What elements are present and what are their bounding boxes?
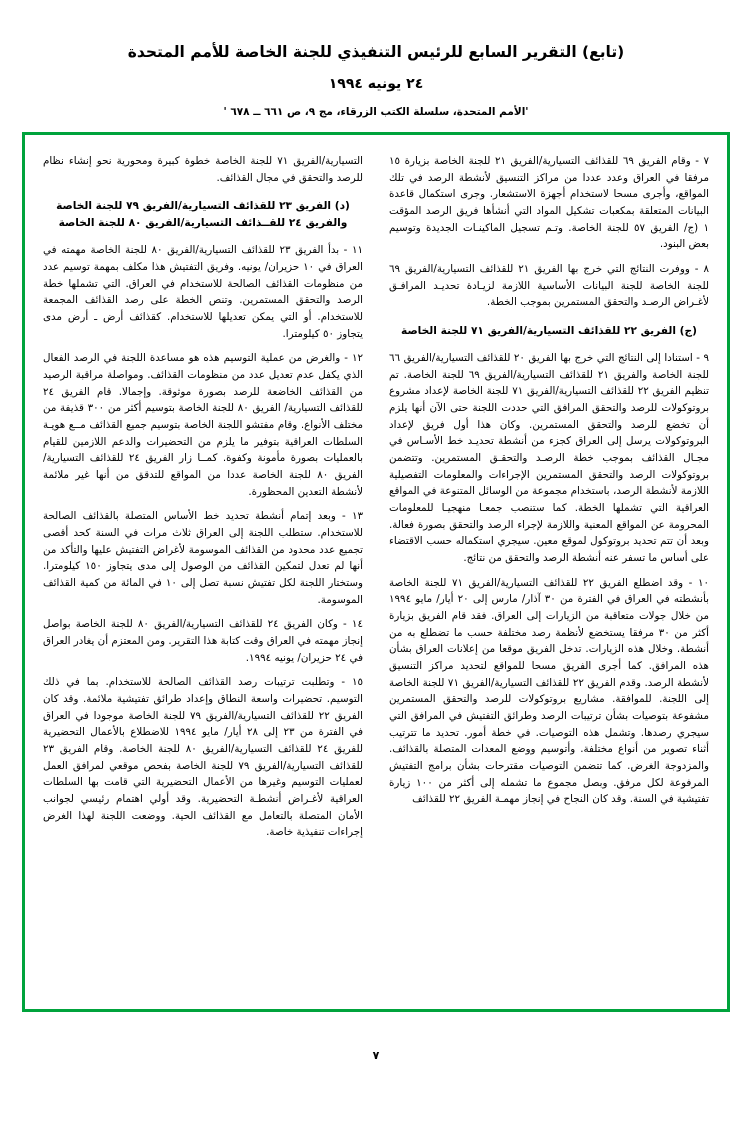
paragraph: ٩ - استنادا إلى النتائج التي خرج بها الفريق ٢٠ للقذائف التسيارية/الفريق ٦٦ للجنة الخاصة والفريق ٢١ للقذائف التسيارية/الفريق ٦٩ للجنة الخاصة. تم تنظيم الفريق ٢٢ للقذائف التسيارية/الفريق ٧١ للجنة الخاصة لإعداد مشروع بروتوكولات للرصد والتحقق المرافق التي حددت اللجنة حتى الآن أنها يلزم أن تخضع للرصد والتحقق المستمرين. وكان هذا أول فريق لإعداد البروتوكولات يرسل إلى العراق كجزء من أنشطة تحديـد خط الأسـاس في مجـال القذائف بموجب خطة الرصـد والتحقـق المستمرين. وتتضمن بروتوكولات الرصد والتحقق المستمرين الإجراءات والمعلومات التفصيلية اللازمة لأنشطة الرصد، باستخدام مجموعة من الوسائل المتنوعة في المواقع العراقية التي تشملها الخطة. كما ستنصب جمعـا منهجيـا للمعلومات المحرومة عن المواقع المعنية واللازمة لإجراء الرصد والتحقق بصورة فعالة. وبعد أن تتم تحديد بروتوكول لموقع معين. سيجري استكماله حسب الاقتضاء على أساس ما تسفر عنه أنشطة الرصد والتحقق من نتائج. xyxy=(389,351,709,565)
paragraph: ١٥ - وتطلبت ترتيبات رصد القذائف الصالحة للاستخدام. بما في ذلك التوسيم. تحضيرات واسعة النطاق وإعداد طرائق تفتيشية ملائمة. وقد كان الفريق ٢٢ للقذائف التسيارية/الفريق ٧٩ للجنة الخاصة موجودا في العراق في الفترة من ٢٣ إلى ٢٨ أيار/ مايو ١٩٩٤ للاضطلاع بالأعمال التحضيرية للفريق ٢٤ للقذائف التسيارية/الفريق ٨٠ للجنة الخاصة. وقام الفريق ٢٣ للقذائف التسيارية/الفريق ٧٩ للجنة الخاصة بفحص موقعي لمرافق العمل لعمليات التوسيم وغيرها من الأعمال التحضيرية التي قامت بها السلطات العراقية لأغـراض أنشطـة التحضيرية. وقد أولي اهتمام رئيسي لجوانب الأمان المتصلة بالتعامل مع القذائف الحية. ووضعت اللجنة لهذا الغرض إجراءات تنفيذية خاصة. xyxy=(43,676,363,839)
paragraph: التسيارية/الفريق ٧١ للجنة الخاصة خطوة كبيرة ومحورية نحو إنشاء نظام للرصد والتحقق في مجال القذائف. xyxy=(43,155,363,184)
left-column xyxy=(43,153,363,991)
paragraph: ١٤ - وكان الفريق ٢٤ للقذائف التسيارية/الفريق ٨٠ للجنة الخاصة بواصل إنجاز مهمته في العراق وقت كتابة هذا التقرير. ومن المعتزم أن يغادر العراق في ٢٤ حزيران/ يونيه ١٩٩٤. xyxy=(43,618,363,664)
paragraph: ٧ - وقام الفريق ٦٩ للقذائف التسيارية/الفريق ٢١ للجنة الخاصة بزيارة ١٥ مرفقا في العراق وعدد عددا من مراكز التنسيق لأنشطة الرصد في تلك المواقع، وأجرى مسحا لاستخدام أجهزة الاستشعار. وجرى استكمال قاعدة البيانات المتعلقة بمكعبات تشكيل المواد التي أنشأها فريق الرصد المؤقت ١ (ج/ الفريق ٥٧ للجنة الخاصة. وتـم تسجيل الماكينـات الجديدة وتوسيم بعض البنود. xyxy=(389,155,709,251)
paragraph: ١١ - بدأ الفريق ٢٣ للقذائف التسيارية/الفريق ٨٠ للجنة الخاصة مهمته في العراق في ١٠ حزيران/ يونيه. وفريق التفتيش هذا مكلف بمهمة توسيم عدد من منظومات القذائف الصالحة للاستخدام في العراق. التي تشملها خطة الرصد والتحقق المستمرين. وتنص الخطة على رصد القذائف المجمعة للاستخدام. أو التي يمكن تعديلها للاستخدام. كقذائف أرض ـ أرض مدى يتجاوز ٥٠ كيلومترا. xyxy=(43,244,364,340)
paragraph: ٨ - ووفرت النتائج التي خرج بها الفريق ٢١ للقذائف التسيارية/الفريق ٦٩ للجنة الخاصة للجنة البيانات الأساسية اللازمة لزيـادة تحديـد المرافـق لأغـراض الرصـد والتحقق المستمرين بموجب الخطة. xyxy=(389,263,709,309)
paragraph: ١٣ - وبعد إتمام أنشطة تحديد خط الأساس المتصلة بالقذائف الصالحة للاستخدام. ستطلب اللجنة إلى العراق ثلاث مرات في السنة كحد أقصى تجميع عدد محدود من القذائف الموسومة لأغراض التفتيش عليها والتأكد من أنها لم تعدل لتمكين القذائف من الوصول إلى مدى يتجاوز ١٥٠ كيلومترا. وستختار اللجنة لكل تفتيش نسبة تصل إلى ١٠ في المائة من كمية القذائف الموسومة. xyxy=(43,510,363,606)
right-column xyxy=(389,153,709,991)
document-title: (تابع) التقرير السابع للرئيس التنفيذي للجنة الخاصة للأمم المتحدة xyxy=(127,43,625,61)
content-frame xyxy=(22,132,730,1012)
document-date: ٢٤ يونيه ١٩٩٤ xyxy=(328,76,424,93)
page-number: ٧ xyxy=(372,1049,380,1062)
page-header xyxy=(0,0,752,118)
section-subheading: (د) الفريق ٢٣ للقذائف التسيارية/الفريق ٧٩ للجنة الخاصة والفريق ٢٤ للقــذائف التسيارية/الفريق ٨٠ للجنة الخاصة xyxy=(56,200,350,230)
paragraph: ١٢ - والغرض من عملية التوسيم هذه هو مساعدة اللجنة في الرصد الفعال الذي يكفل عدم تعديل عدد من منظومات القذائف. ومواصلة مراقبة الرصيد من القذائف الخاضعة للرصد بصورة موثوقة. وإجمالا. قام الفريق ٢٤ للقذائف التسيارية/ الفريق ٨٠ للجنة الخاصة بتوسيم أكثر من ٣٠٠ قذيفة من مختلف الأنواع. وقام مفتشو اللجنة الخاصة بتوسيم جميع القذائف مــع هويـة السلطات العراقية بتوفير ما يلزم من التحضيرات والدعم اللازمين للقيام بالعمليات بصورة مأمونة وكفوة. كمــا زار الفريق ٢٤ للقذائف التسيارية/الفريق ٨٠ للجنة الخاصة عددا من المواقع للتدقق من أنها غير ملائمة لأنشطة التعدين المحظورة. xyxy=(43,352,363,498)
two-column-body xyxy=(25,143,727,1001)
paragraph: ١٠ - وقد اضطلع الفريق ٢٢ للقذائف التسيارية/الفريق ٧١ للجنة الخاصة بأنشطته في العراق في الفترة من ٣٠ آذار/ مارس إلى ٢٠ أيار/ مايو ١٩٩٤ من خلال جولات متعاقبة من الزيارات إلى العراق. فقد قام الفريق بزيارة أكثر من ٣٠ مرفقا يستخضع لأنظمة رصد مختلفة حسب ما تضطلع به من أنشطة. وخلال هذه الزيارات. تدخل الفريق موقعا من إعلانات العراق بشأن هذه المرافق. كما أجرى الفريق مسحا للمواقع لتحديد مراكز التنسيق لأنشطة الرصد. وقدم الفريق ٢٢ للقذائف التسيارية/الفريق ٧١ للجنة الخاصة إلى اللجنة. للموافقة. مشاريع بروتوكولات للرصد والتحقق المستمرين مشفوعة بتوصيات بشأن ترتيبات الرصد وطرائق التفتيش في المرافق التي سيجري رصدها. وتشمل هذه التوصيات. في خطة أمور. تحديد ما تترتيب أثناء تصوير من أنواع مختلفة. وأتوسيم ووضع المعدات المتصلة بالقذائف. والمزدوجة الغرض. كما تتضمن التوصيات مقترحات بشأن برامج التفتيش المرفوعة لكل مرفق. وبصل مجموع ما تشمله إلى أكثر من ١٠٠ زيارة تفتيشية في السنة. وقد كان النجاح في إنجاز مهمـة الفريق ٢٢ للقذائف xyxy=(389,576,709,806)
document-source-citation: 'الأمم المتحدة، سلسلة الكتب الزرقاء، مج ٩، ص ٦٦١ ــ ٦٧٨ ' xyxy=(223,106,529,119)
section-subheading: (ج) الفريق ٢٢ للقذائف التسيارية/الفريق ٧١ للجنة الخاصة xyxy=(401,325,697,338)
